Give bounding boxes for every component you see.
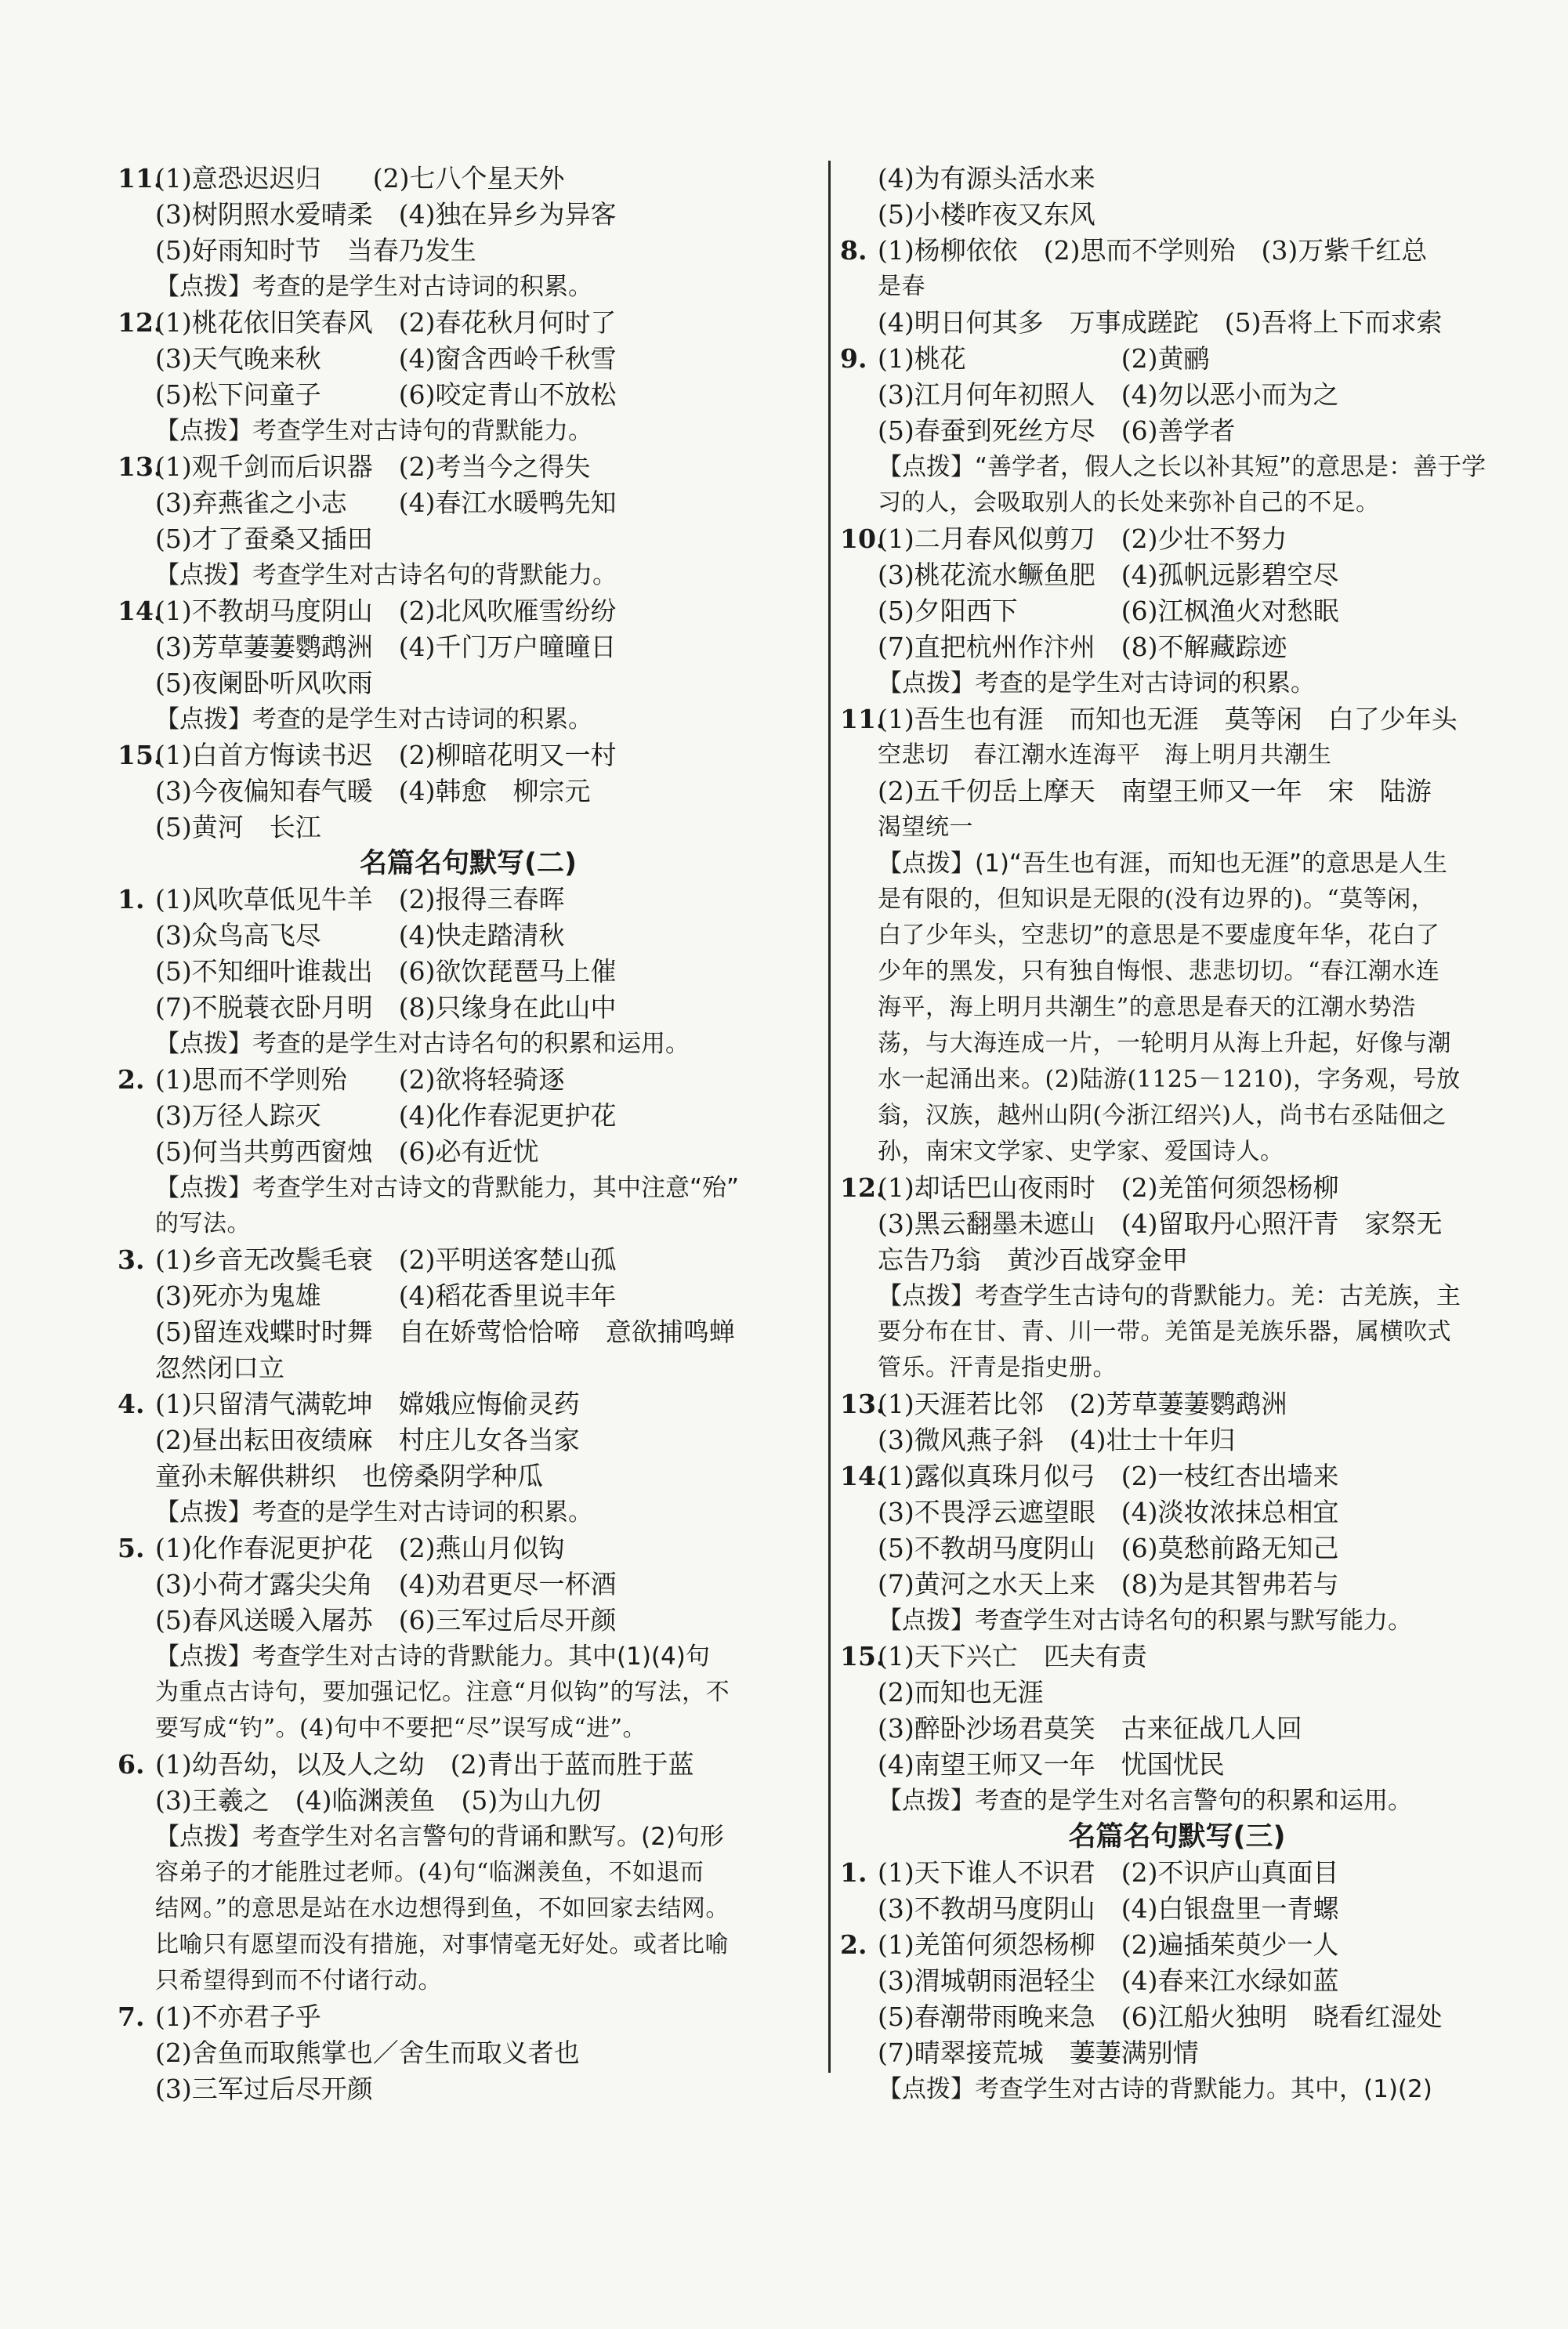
answer-line: (7)黄河之水天上来 (8)为是其智弗若与	[878, 1569, 1339, 1599]
hint-line: 【点拨】考查学生对古诗句的背默能力。	[155, 417, 592, 445]
answer-text: (1)羌笛何须怨杨柳 (2)遍插茱萸少一人	[878, 1929, 1339, 1960]
hint-line: 【点拨】考查的是学生对古诗词的积累。	[878, 669, 1315, 697]
answer-line: (4)明日何其多 万事成蹉跎 (5)吾将上下而求索	[878, 307, 1443, 338]
answer-item	[118, 1747, 819, 1783]
hint-continuation: 结网。”的意思是站在水边想得到鱼，不如回家去结网。	[155, 1895, 730, 1922]
answer-line: (3)桃花流水鳜鱼肥 (4)孤帆远影碧空尽	[878, 560, 1339, 590]
answer-line: (3)不畏浮云遮望眼 (4)淡妆浓抹总相宜	[878, 1497, 1339, 1527]
answer-line: (2)而知也无涯	[878, 1677, 1044, 1708]
answer-line: (3)不教胡马度阴山 (4)白银盘里一青螺	[878, 1893, 1339, 1924]
answer-line: (5)春风送暖入屠苏 (6)三军过后尽开颜	[155, 1605, 617, 1635]
answer-text: (1)二月春风似剪刀 (2)少壮不努力	[878, 523, 1287, 554]
answer-text: (1)化作春泥更护花 (2)燕山月似钩	[155, 1533, 565, 1563]
hint-continuation: 的写法。	[155, 1210, 251, 1237]
item-number: 13.	[840, 1389, 885, 1419]
answer-line: (4)南望王师又一年 忧国忧民	[878, 1749, 1225, 1780]
answer-line: (5)小楼昨夜又东风	[878, 199, 1095, 230]
answer-item	[840, 1458, 1514, 1494]
answer-line: (2)五千仞岳上摩天 南望王师又一年 宋 陆游	[878, 776, 1432, 806]
answer-line: (3)树阴照水爱晴柔 (4)独在异乡为异客	[155, 199, 617, 230]
hint-line: 【点拨】考查的是学生对名言警句的积累和运用。	[878, 1787, 1412, 1815]
hint-line: 【点拨】考查学生对古诗的背默能力。其中(1)(4)句	[155, 1643, 710, 1671]
item-number: 11.	[840, 704, 885, 734]
answer-text: (1)不亦君子乎	[155, 2001, 321, 2032]
text-continuation: 渴望统一	[878, 813, 973, 841]
answer-item	[118, 737, 819, 773]
text-continuation: 白了少年头，空悲切”的意思是不要虚度年华，花白了	[878, 922, 1440, 949]
answer-item	[840, 233, 1514, 269]
answer-item	[118, 449, 819, 485]
answer-line: 童孙未解供耕织 也傍桑阴学种瓜	[155, 1461, 543, 1491]
answer-item	[118, 1242, 819, 1278]
answer-line: (3)芳草萋萋鹦鹉洲 (4)千门万户曈曈日	[155, 632, 617, 662]
item-number: 9.	[840, 343, 867, 374]
answer-item	[118, 1062, 819, 1098]
answer-line: (2)舍鱼而取熊掌也／舍生而取义者也	[155, 2037, 580, 2068]
text-continuation: 习的人，会吸取别人的长处来弥补自己的不足。	[878, 489, 1380, 516]
answer-line: (5)黄河 长江	[155, 812, 321, 842]
answer-item	[840, 701, 1514, 737]
item-number: 10.	[840, 523, 885, 554]
answer-line: (5)不知细叶谁裁出 (6)欲饮琵琶马上催	[155, 956, 617, 987]
hint-line: 【点拨】考查学生对古诗名句的积累与默写能力。	[878, 1606, 1412, 1635]
answer-line: (5)春蚕到死丝方尽 (6)善学者	[878, 415, 1236, 446]
answer-item	[118, 305, 819, 341]
hint-line: 【点拨】考查的是学生对古诗词的积累。	[155, 705, 592, 733]
item-number: 2.	[840, 1929, 867, 1960]
hint-continuation: 容弟子的才能胜过老师。(4)句“临渊羡鱼，不如退而	[155, 1859, 704, 1886]
answer-line: (3)渭城朝雨浥轻尘 (4)春来江水绿如蓝	[878, 1965, 1339, 1996]
item-number: 6.	[118, 1749, 145, 1780]
hint-continuation: 只希望得到而不付诸行动。	[155, 1967, 442, 1994]
answer-text: (1)幼吾幼，以及人之幼 (2)青出于蓝而胜于蓝	[155, 1749, 694, 1780]
text-continuation: 要分布在甘、青、川一带。羌笛是羌族乐器，属横吹式	[878, 1318, 1451, 1346]
answer-line: (5)才了蚕桑又插田	[155, 523, 373, 554]
hint-line: 【点拨】考查学生对古诗的背默能力。其中，(1)(2)	[878, 2075, 1432, 2103]
answer-line: (3)三军过后尽开颜	[155, 2074, 373, 2104]
item-number: 14.	[840, 1461, 885, 1491]
hint-line: 【点拨】“善学者，假人之长以补其短”的意思是：善于学	[878, 453, 1487, 481]
answer-line: (3)众鸟高飞尽 (4)快走踏清秋	[155, 920, 565, 951]
text-continuation: 孙，南宋文学家、史学家、爱国诗人。	[878, 1138, 1284, 1165]
answer-line: (5)松下问童子 (6)咬定青山不放松	[155, 379, 617, 410]
answer-text: (1)天下兴亡 匹夫有责	[878, 1641, 1147, 1672]
item-number: 4.	[118, 1389, 145, 1419]
answer-text: (1)思而不学则殆 (2)欲将轻骑逐	[155, 1064, 565, 1095]
column-divider	[828, 161, 831, 2073]
answer-line: (5)不教胡马度阴山 (6)莫愁前路无知己	[878, 1533, 1339, 1563]
hint-continuation: 比喻只有愿望而没有措施，对事情毫无好处。或者比喻	[155, 1931, 729, 1958]
hint-line: 【点拨】考查的是学生对古诗名句的积累和运用。	[155, 1030, 690, 1058]
text-continuation: 空悲切 春江潮水连海平 海上明月共潮生	[878, 741, 1332, 769]
answer-text: (1)桃花依旧笑春风 (2)春花秋月何时了	[155, 307, 617, 338]
answer-line: (5)何当共剪西窗烛 (6)必有近忧	[155, 1136, 539, 1167]
text-continuation: 翁，汉族，越州山阴(今浙江绍兴)人，尚书右丞陆佃之	[878, 1102, 1447, 1129]
item-number: 5.	[118, 1533, 145, 1563]
item-number: 1.	[118, 884, 145, 915]
answer-line: (5)夜阑卧听风吹雨	[155, 668, 373, 698]
answer-text: (1)露似真珠月似弓 (2)一枝红杏出墙来	[878, 1461, 1339, 1491]
answer-text: (1)风吹草低见牛羊 (2)报得三春晖	[155, 884, 565, 915]
item-number: 2.	[118, 1064, 145, 1095]
answer-line: (3)醉卧沙场君莫笑 古来征战几人回	[878, 1713, 1302, 1744]
right-column	[840, 161, 1514, 2107]
answer-line: (3)万径人踪灭 (4)化作春泥更护花	[155, 1100, 617, 1131]
answer-line: (7)直把杭州作汴州 (8)不解藏踪迹	[878, 632, 1287, 662]
hint-line: 【点拨】(1)“吾生也有涯，而知也无涯”的意思是人生	[878, 849, 1448, 878]
answer-line: (5)好雨知时节 当春乃发生	[155, 235, 476, 266]
answer-text: (1)乡音无改鬓毛衰 (2)平明送客楚山孤	[155, 1244, 617, 1275]
hint-continuation: 为重点古诗句，要加强记忆。注意“月似钩”的写法，不	[155, 1679, 730, 1706]
answer-text: (1)天涯若比邻 (2)芳草萋萋鹦鹉洲	[878, 1389, 1287, 1419]
answer-text: (1)杨柳依依 (2)思而不学则殆 (3)万紫千红总	[878, 235, 1428, 266]
answer-line: (3)江月何年初照人 (4)勿以恶小而为之	[878, 379, 1339, 410]
answer-line: (3)黑云翻墨未遮山 (4)留取丹心照汗青 家祭无	[878, 1208, 1443, 1239]
item-number: 15.	[118, 740, 163, 770]
answer-item	[118, 1999, 819, 2035]
answer-item	[118, 593, 819, 629]
item-number: 8.	[840, 235, 867, 266]
hint-line: 【点拨】考查学生对名言警句的背诵和默写。(2)句形	[155, 1823, 724, 1851]
answer-line: (4)为有源头活水来	[878, 163, 1095, 194]
answer-item	[840, 1639, 1514, 1675]
answer-line: (3)死亦为鬼雄 (4)稻花香里说丰年	[155, 1280, 617, 1311]
answer-item	[840, 1855, 1514, 1891]
answer-item	[840, 1386, 1514, 1422]
hint-line: 【点拨】考查的是学生对古诗词的积累。	[155, 273, 592, 301]
answer-line: (5)夕阳西下 (6)江枫渔火对愁眠	[878, 596, 1339, 626]
text-continuation: 是春	[878, 273, 925, 300]
answer-line: 忽然闭口立	[155, 1353, 284, 1383]
answer-line: (5)留连戏蝶时时舞 自在娇莺恰恰啼 意欲捕鸣蝉	[155, 1317, 735, 1347]
answer-line: (3)微风燕子斜 (4)壮士十年归	[878, 1425, 1236, 1455]
item-number: 1.	[840, 1857, 867, 1888]
answer-line: (7)晴翠接荒城 萋萋满别情	[878, 2037, 1199, 2068]
item-number: 12.	[118, 307, 163, 338]
answer-text: (1)桃花 (2)黄鹂	[878, 343, 1210, 374]
answer-line: (5)春潮带雨晚来急 (6)江船火独明 晓看红湿处	[878, 2001, 1443, 2032]
answer-line: (3)今夜偏知春气暖 (4)韩愈 柳宗元	[155, 776, 591, 806]
hint-line: 【点拨】考查学生古诗句的背默能力。羌：古羌族，主	[878, 1282, 1461, 1310]
answer-line: (3)小荷才露尖尖角 (4)劝君更尽一杯酒	[155, 1569, 617, 1599]
answer-item	[840, 341, 1514, 377]
text-continuation: 荡，与大海连成一片，一轮明月从海上升起，好像与潮	[878, 1030, 1451, 1057]
section-title: 名篇名句默写(二)	[360, 848, 577, 879]
answer-line: (3)弃燕雀之小志 (4)春江水暖鸭先知	[155, 487, 617, 518]
answer-item	[840, 1927, 1514, 1963]
answer-text: (1)不教胡马度阴山 (2)北风吹雁雪纷纷	[155, 596, 617, 626]
answer-text: (1)吾生也有涯 而知也无涯 莫等闲 白了少年头	[878, 704, 1458, 734]
text-continuation: 少年的黑发，只有独自悔恨、悲悲切切。“春江潮水连	[878, 958, 1440, 985]
answer-item	[118, 882, 819, 918]
item-number: 13.	[118, 451, 163, 482]
answer-item	[840, 1170, 1514, 1206]
answer-item	[118, 161, 819, 197]
hint-line: 【点拨】考查学生对古诗文的背默能力，其中注意“殆”	[155, 1174, 740, 1202]
text-continuation: 海平，海上明月共潮生”的意思是春天的江潮水势浩	[878, 994, 1416, 1021]
item-number: 12.	[840, 1172, 885, 1203]
hint-continuation: 要写成“钓”。(4)句中不要把“尽”误写成“进”。	[155, 1715, 647, 1742]
item-number: 15.	[840, 1641, 885, 1672]
hint-line: 【点拨】考查的是学生对古诗词的积累。	[155, 1498, 592, 1527]
answer-line: (7)不脱蓑衣卧月明 (8)只缘身在此山中	[155, 992, 617, 1023]
answer-text: (1)白首方悔读书迟 (2)柳暗花明又一村	[155, 740, 617, 770]
item-number: 3.	[118, 1244, 145, 1275]
answer-item	[118, 1530, 819, 1567]
answer-text: (1)却话巴山夜雨时 (2)羌笛何须怨杨柳	[878, 1172, 1339, 1203]
answer-line: 忘告乃翁 黄沙百战穿金甲	[878, 1244, 1188, 1275]
text-continuation: 是有限的，但知识是无限的(没有边界的)。“莫等闲，	[878, 886, 1436, 913]
answer-item	[840, 521, 1514, 557]
text-continuation: 水一起涌出来。(2)陆游(1125－1210)，字务观，号放	[878, 1066, 1461, 1093]
answer-line: (2)昼出耘田夜绩麻 村庄儿女各当家	[155, 1425, 580, 1455]
answer-text: (1)天下谁人不识君 (2)不识庐山真面目	[878, 1857, 1339, 1888]
item-number: 14.	[118, 596, 163, 626]
answer-text: (1)只留清气满乾坤 嫦娥应悔偷灵药	[155, 1389, 580, 1419]
item-number: 7.	[118, 2001, 145, 2032]
answer-text: (1)意恐迟迟归 (2)七八个星天外	[155, 163, 565, 194]
section-title: 名篇名句默写(三)	[1068, 1821, 1286, 1853]
answer-line: (3)天气晚来秋 (4)窗含西岭千秋雪	[155, 343, 617, 374]
answer-line: (3)王羲之 (4)临渊羡鱼 (5)为山九仞	[155, 1785, 602, 1816]
answer-text: (1)观千剑而后识器 (2)考当今之得失	[155, 451, 591, 482]
hint-line: 【点拨】考查学生对古诗名句的背默能力。	[155, 561, 617, 589]
left-column	[118, 161, 819, 2107]
text-continuation: 管乐。汗青是指史册。	[878, 1354, 1117, 1382]
answer-item	[118, 1386, 819, 1422]
item-number: 11.	[118, 163, 163, 194]
